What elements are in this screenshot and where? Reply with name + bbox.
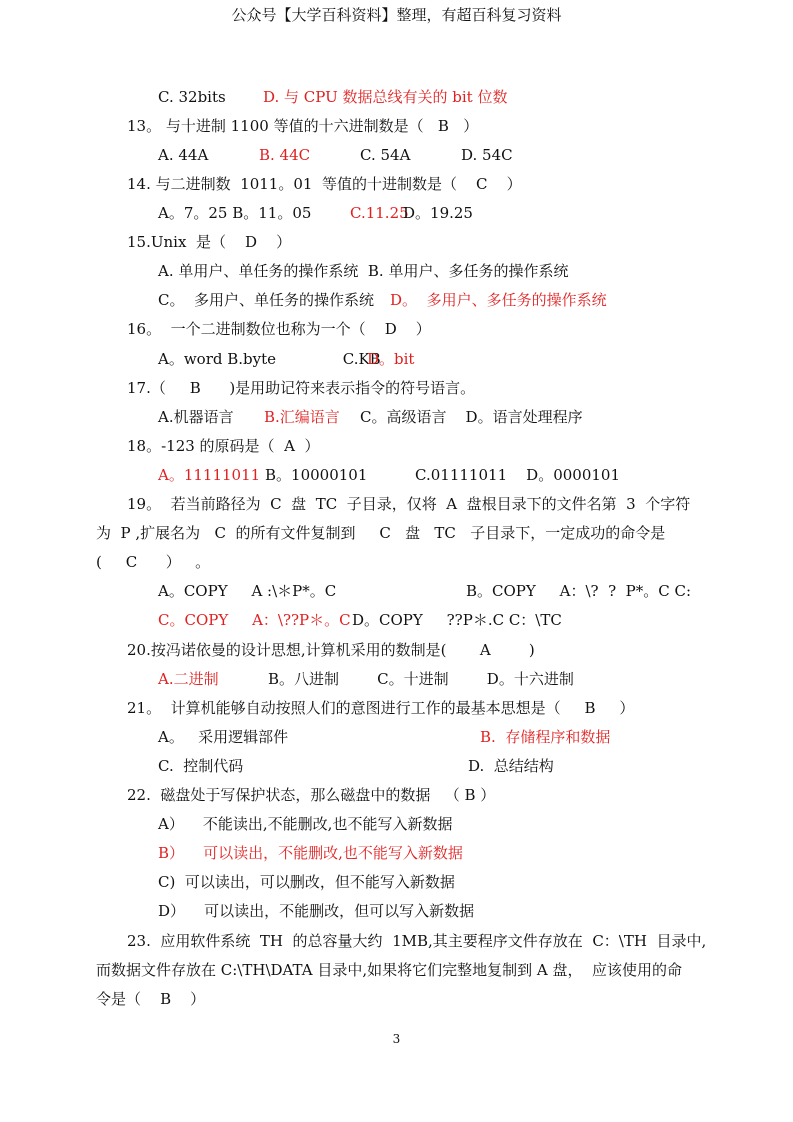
question-23-line-2: 而数据文件存放在 C:\TH\DATA 目录中,如果将它们完整地复制到 A 盘， 应该使用的命 — [96, 961, 682, 979]
q19-option-d: D。COPY ??P＊.C C：\TC — [352, 611, 562, 629]
q13-option-d: D. 54C — [461, 146, 513, 164]
q17-option-b-answer: B.汇编语言 — [264, 408, 340, 426]
q12-option-d-answer: D. 与 CPU 数据总线有关的 bit 位数 — [263, 88, 508, 106]
question-22: 22. 磁盘处于写保护状态，那么磁盘中的数据 （ B ） — [127, 786, 496, 804]
q21-option-b-answer: B. 存储程序和数据 — [480, 728, 611, 746]
q19-option-c-answer: C。COPY A：\??P＊。C — [158, 611, 351, 629]
question-14: 14. 与二进制数 1011。01 等值的十进制数是（ C ） — [127, 175, 522, 193]
question-15: 15.Unix 是（ D ） — [127, 233, 292, 251]
q16-options-abc: A。word B.byte C.KB — [158, 350, 381, 368]
q15-option-d-answer: D。 多用户、多任务的操作系统 — [390, 291, 607, 309]
question-20: 20.按冯诺依曼的设计思想,计算机采用的数制是( A ) — [127, 641, 535, 659]
q15-options-ab: A. 单用户、单任务的操作系统 B. 单用户、多任务的操作系统 — [158, 262, 569, 280]
q14-options-ab: A。7。25 B。11。05 — [158, 204, 312, 222]
q22-option-b-answer: B） 可以读出，不能删改,也不能写入新数据 — [158, 844, 463, 862]
question-18: 18。-123 的原码是（ A ） — [127, 437, 320, 455]
q13-option-b-answer: B. 44C — [259, 146, 311, 164]
q17-options-cd: C。高级语言 D。语言处理程序 — [360, 408, 583, 426]
q21-option-c: C. 控制代码 — [158, 757, 244, 775]
q18-options-bcd: B。10000101 C.01111011 D。0000101 — [265, 466, 621, 484]
question-19-line-2: 为 P ,扩展名为 C 的所有文件复制到 C 盘 TC 子目录下，一定成功的命令是 — [96, 524, 666, 542]
q21-option-a: A。 采用逻辑部件 — [158, 728, 289, 746]
q16-option-d-answer: D。bit — [367, 350, 415, 368]
q15-option-c: C。 多用户、单任务的操作系统 — [158, 291, 375, 309]
question-17: 17.（ B )是用助记符来表示指令的符号语言。 — [127, 379, 476, 397]
question-19-line-1: 19。 若当前路径为 C 盘 TC 子目录，仅将 A 盘根目录下的文件名第 3 个字符 — [127, 495, 691, 513]
q19-option-a: A。COPY A :\＊P*。C — [158, 582, 337, 600]
q14-option-d: D。19.25 — [403, 204, 473, 222]
q22-option-c: C) 可以读出，可以删改，但不能写入新数据 — [158, 873, 455, 891]
q21-option-d: D. 总结结构 — [468, 757, 554, 775]
page-number: 3 — [392, 1032, 401, 1046]
question-13: 13。 与十进制 1100 等值的十六进制数是（ B ） — [127, 117, 479, 135]
q18-option-a-answer: A。11111011 — [158, 466, 261, 484]
question-19-line-3: ( C ） 。 — [96, 553, 211, 571]
q17-option-a: A.机器语言 — [158, 408, 234, 426]
q22-option-d: D） 可以读出，不能删改，但可以写入新数据 — [158, 902, 475, 920]
question-21: 21。 计算机能够自动按照人们的意图进行工作的最基本思想是（ B ） — [127, 699, 635, 717]
question-23-line-3: 令是（ B ） — [96, 990, 206, 1008]
q14-option-c-answer: C.11.25 — [350, 204, 409, 222]
question-23-line-1: 23. 应用软件系统 TH 的总容量大约 1MB,其主要程序文件存放在 C：\TH 目录中, — [127, 932, 707, 950]
q19-option-b: B。COPY A：\? ? P*。C C: — [466, 582, 692, 600]
question-16: 16。 一个二进制数位也称为一个（ D ） — [127, 320, 431, 338]
q20-option-a-answer: A.二进制 — [158, 670, 219, 688]
document-header: 公众号【大学百科资料】整理，有超百科复习资料 — [231, 6, 562, 24]
q22-option-a: A） 不能读出,不能删改,也不能写入新数据 — [158, 815, 453, 833]
q20-options-bcd: B。八进制 C。十进制 D。十六进制 — [268, 670, 574, 688]
q13-option-c: C. 54A — [360, 146, 411, 164]
q12-option-c: C. 32bits — [158, 88, 226, 106]
q13-option-a: A. 44A — [158, 146, 209, 164]
